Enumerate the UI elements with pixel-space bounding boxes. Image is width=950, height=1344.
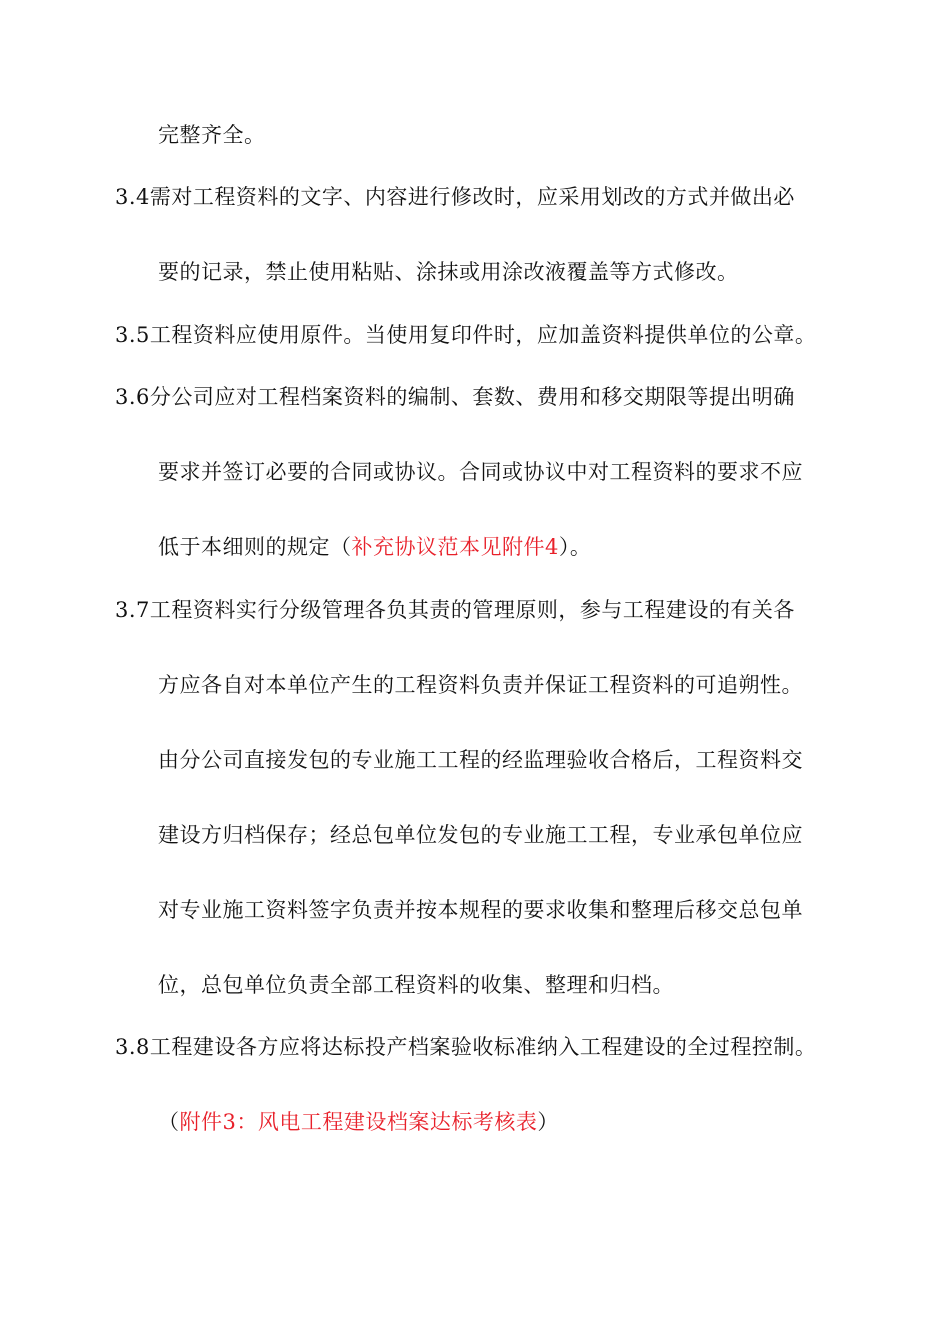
clause-number: 3.4 bbox=[115, 185, 150, 209]
line-text: 要的记录，禁止使用粘贴、涂抹或用涂改液覆盖等方式修改。 bbox=[158, 260, 739, 284]
line-text-post: ）。 bbox=[558, 535, 592, 559]
text-line bbox=[158, 745, 803, 775]
text-line bbox=[158, 970, 674, 1000]
clause-3-8 bbox=[115, 1032, 816, 1062]
clause-number: 3.6 bbox=[115, 385, 150, 409]
attachment-reference: 附件3：风电工程建设档案达标考核表 bbox=[179, 1110, 538, 1134]
clause-number: 3.7 bbox=[115, 598, 150, 622]
attachment-reference: 补充协议范本见附件4 bbox=[351, 535, 559, 559]
line-text: 由分公司直接发包的专业施工工程的经监理验收合格后，工程资料交 bbox=[158, 748, 803, 772]
text-line bbox=[158, 820, 803, 850]
clause-number: 3.5 bbox=[115, 323, 150, 347]
clause-3-6 bbox=[115, 382, 795, 412]
line-text: 建设方归档保存；经总包单位发包的专业施工工程，专业承包单位应 bbox=[158, 823, 803, 847]
line-text-pre: 低于本细则的规定（ bbox=[158, 535, 352, 559]
line-text-post: ） bbox=[537, 1110, 559, 1134]
line-text: 工程建设各方应将达标投产档案验收标准纳入工程建设的全过程控制。 bbox=[149, 1035, 817, 1059]
line-text: 需对工程资料的文字、内容进行修改时，应采用划改的方式并做出必 bbox=[149, 185, 795, 209]
line-text: 要求并签订必要的合同或协议。合同或协议中对工程资料的要求不应 bbox=[158, 460, 803, 484]
text-line bbox=[158, 257, 739, 287]
clause-3-7 bbox=[115, 595, 795, 625]
line-text: 工程资料实行分级管理各负其责的管理原则，参与工程建设的有关各 bbox=[149, 598, 795, 622]
text-line bbox=[158, 120, 266, 150]
line-text: 方应各自对本单位产生的工程资料负责并保证工程资料的可追朔性。 bbox=[158, 673, 803, 697]
text-line bbox=[158, 670, 803, 700]
text-line bbox=[158, 532, 591, 562]
line-text: 工程资料应使用原件。当使用复印件时，应加盖资料提供单位的公章。 bbox=[149, 323, 817, 347]
text-line bbox=[158, 895, 803, 925]
clause-3-4 bbox=[115, 182, 795, 212]
line-text: 位，总包单位负责全部工程资料的收集、整理和归档。 bbox=[158, 973, 674, 997]
line-text: 分公司应对工程档案资料的编制、套数、费用和移交期限等提出明确 bbox=[149, 385, 795, 409]
line-text: 对专业施工资料签字负责并按本规程的要求收集和整理后移交总包单 bbox=[158, 898, 803, 922]
line-text: 完整齐全。 bbox=[158, 123, 266, 147]
text-line bbox=[158, 1107, 559, 1137]
line-text-pre: （ bbox=[158, 1110, 180, 1134]
text-line bbox=[158, 457, 803, 487]
clause-3-5 bbox=[115, 320, 816, 350]
clause-number: 3.8 bbox=[115, 1035, 150, 1059]
